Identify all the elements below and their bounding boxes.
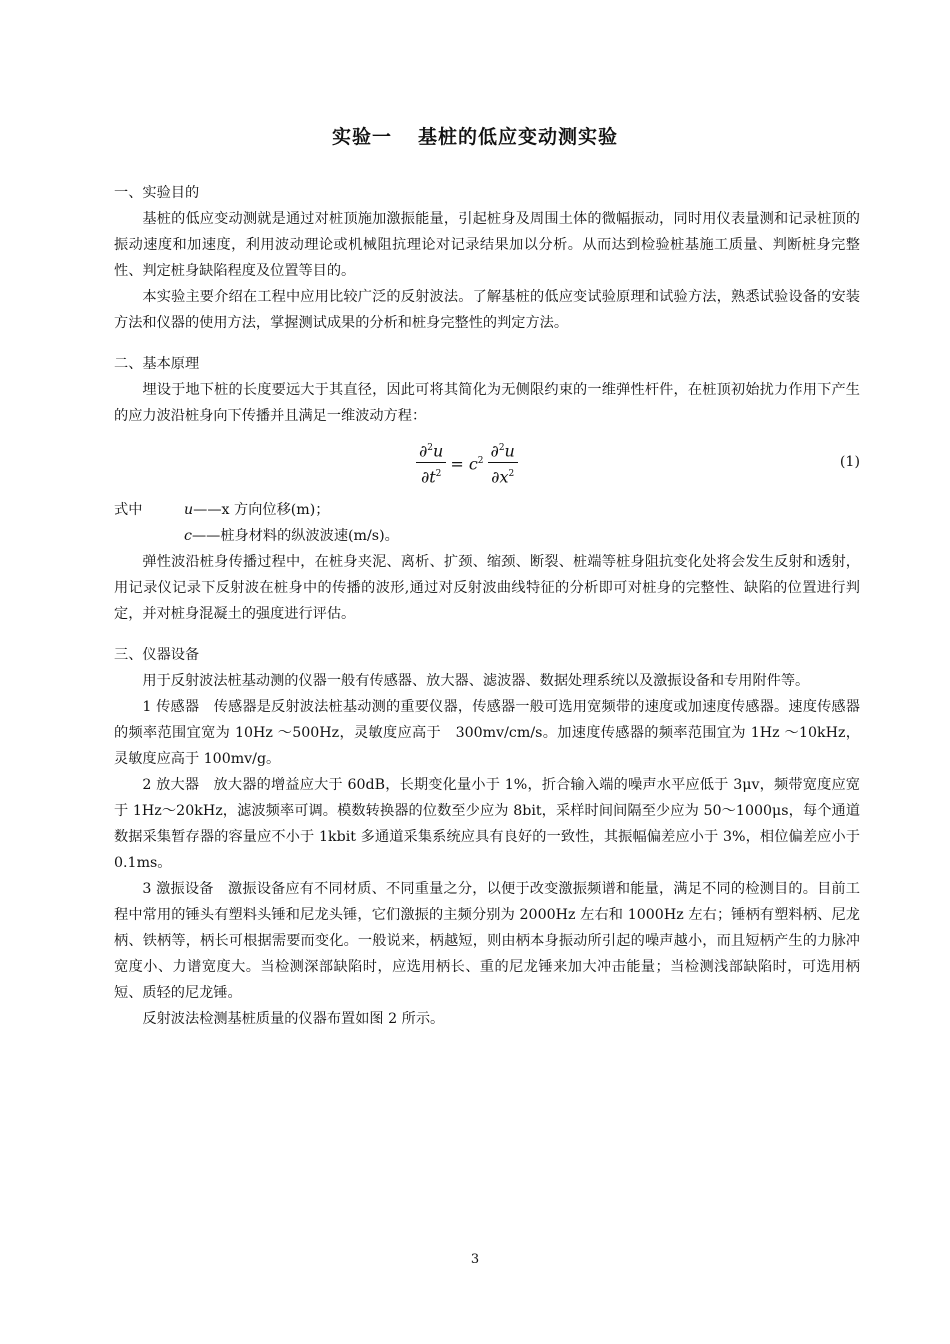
paragraph: 基桩的低应变动测就是通过对桩顶施加激振能量，引起桩身及周围土体的微幅振动，同时用仪表量测和记录桩顶的振动速度和加速度，利用波动理论或机械阻抗理论对记录结果加以分析。从而达到检验桩基施工质量、判断桩身完整性、判定桩身缺陷程度及位置等目的。: [114, 211, 860, 279]
page-title: [0, 122, 950, 149]
wave-equation: [114, 431, 860, 493]
equation-lhs-fraction: $\frac{\partial^2u}{\partial t^2}$: [416, 437, 446, 489]
paragraph: 用于反射波法桩基动测的仪器一般有传感器、放大器、滤波器、数据处理系统以及激振设备和专用附件等。: [142, 673, 810, 689]
equation-number: (1): [839, 454, 860, 470]
section-heading-purpose: 一、实验目的: [114, 185, 200, 201]
symbol-definitions: [114, 497, 860, 549]
definition-c: c——桩身材料的纵波波速(m/s)。: [184, 528, 399, 544]
document-body: [114, 180, 860, 1032]
section-heading-principle: 二、基本原理: [114, 356, 200, 372]
paragraph-sensor: 1 传感器 传感器是反射波法桩基动测的重要仪器，传感器一般可选用宽频带的速度或加速度传感器。速度传感器的频率范围宜宽为 10Hz ～500Hz，灵敏度应高于 300mv/cm/s。加速度传感器的频率范围宜为 1Hz ～10kHz，灵敏度应高于 100mv/g。: [114, 699, 860, 767]
paragraph: 本实验主要介绍在工程中应用比较广泛的反射波法。了解基桩的低应变试验原理和试验方法，熟悉试验设备的安装方法和仪器的使用方法，掌握测试成果的分析和桩身完整性的判定方法。: [114, 289, 860, 331]
definition-u: u——x 方向位移(m)；: [184, 502, 330, 518]
equation-middle: = $c^2$: [450, 454, 484, 474]
paragraph-amplifier: 2 放大器 放大器的增益应大于 60dB，长期变化量小于 1%，折合输入端的噪声水平应低于 3μv，频带宽度应宽于 1Hz～20kHz，滤波频率可调。模数转换器的位数至少应为 8bit，采样时间间隔至少应为 50～1000μs，每个通道数据采集暂存器的容量应不小于 1kbit 多通道采集系统应具有良好的一致性，其振幅偏差应小于 3%，相位偏差应小于 0.1ms。: [114, 777, 860, 871]
title-part-b: 基桩的低应变动测实验: [418, 126, 619, 148]
page-number: 3: [470, 1252, 480, 1267]
paragraph: 埋设于地下桩的长度要远大于其直径，因此可将其简化为无侧限约束的一维弹性杆件，在桩顶初始扰力作用下产生的应力波沿桩身向下传播并且满足一维波动方程：: [114, 382, 860, 424]
section-heading-equipment: 三、仪器设备: [114, 647, 200, 663]
paragraph: 弹性波沿桩身传播过程中，在桩身夹泥、离析、扩颈、缩颈、断裂、桩端等桩身阻抗变化处将会发生反射和透射，用记录仪记录下反射波在桩身中的传播的波形,通过对反射波曲线特征的分析即可对桩身的完整性、缺陷的位置进行判定，并对桩身混凝土的强度进行评估。: [114, 554, 860, 622]
title-part-a: 实验一: [331, 126, 392, 148]
paragraph-exciter: 3 激振设备 激振设备应有不同材质、不同重量之分，以便于改变激振频谱和能量，满足不同的检测目的。目前工程中常用的锤头有塑料头锤和尼龙头锤，它们激振的主频分别为 2000Hz 左右和 1000Hz 左右；锤柄有塑料柄、尼龙柄、铁柄等，柄长可根据需要而变化。一般说来，柄越短，则由柄本身振动所引起的噪声越小，而且短柄产生的力脉冲宽度小、力谱宽度大。当检测深部缺陷时，应选用柄长、重的尼龙锤来加大冲击能量；当检测浅部缺陷时，可选用柄短、质轻的尼龙锤。: [114, 881, 860, 1001]
paragraph: 反射波法检测基桩质量的仪器布置如图 2 所示。: [142, 1011, 445, 1027]
equation-rhs-fraction: $\frac{\partial^2u}{\partial x^2}$: [488, 437, 518, 489]
where-label: 式中: [114, 502, 143, 518]
